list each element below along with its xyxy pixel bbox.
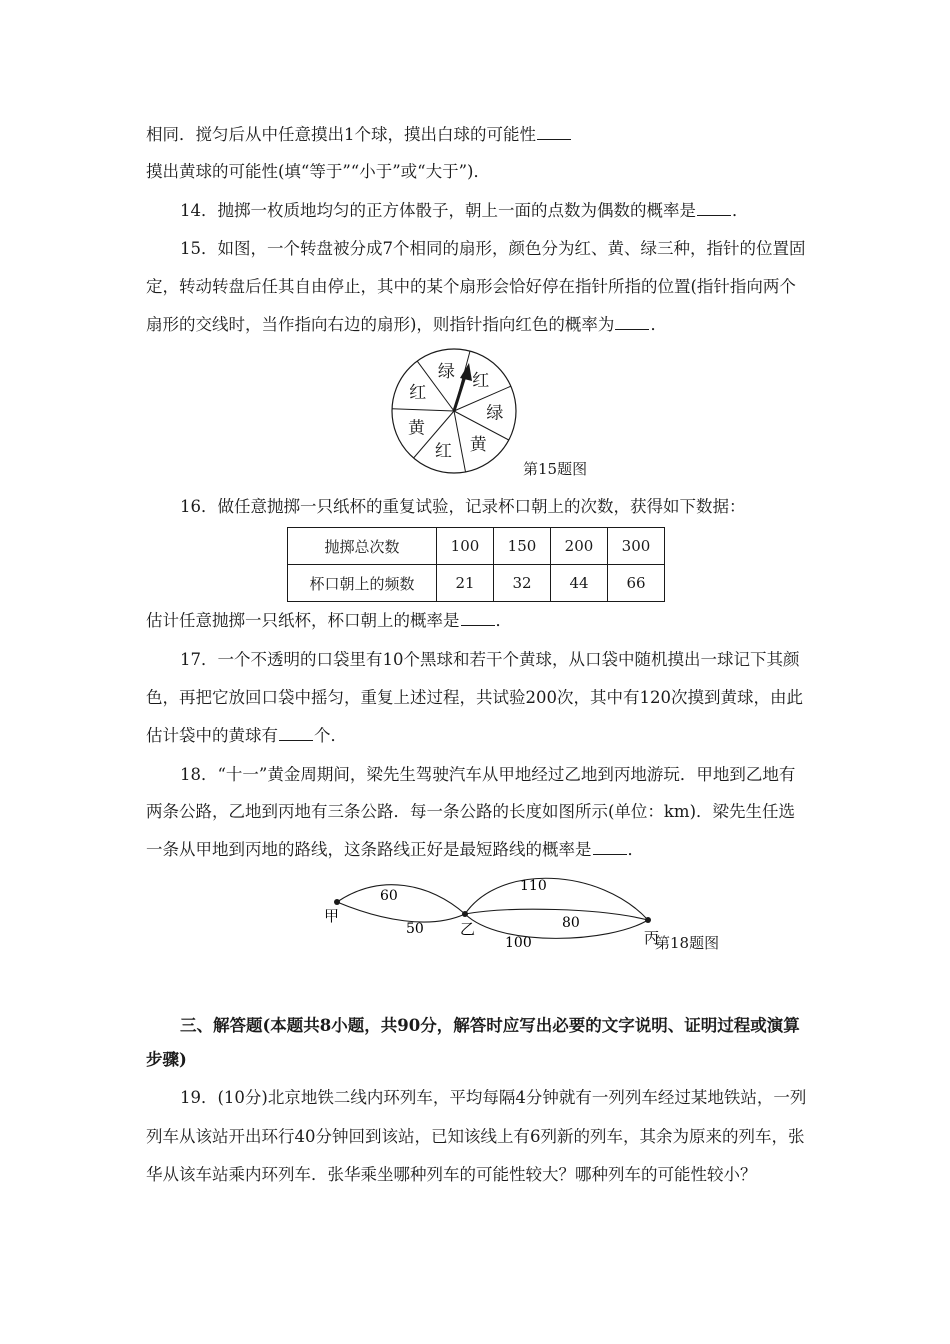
road-label: 50	[406, 921, 424, 937]
q19-line3: 华从该车站乘内环列车．张华乘坐哪种列车的可能性较大？哪种列车的可能性较小？	[146, 1165, 757, 1184]
road-100	[465, 914, 648, 938]
table-row	[288, 565, 665, 602]
label-jia: 甲	[324, 907, 340, 925]
table-row	[288, 528, 665, 565]
table-cell: 66	[608, 565, 665, 602]
table-cell: 150	[494, 528, 551, 565]
road-label: 60	[380, 888, 398, 904]
spinner-figure	[390, 345, 530, 485]
answer-blank	[461, 611, 495, 626]
answer-blank	[279, 726, 313, 741]
sector-label: 黄	[408, 418, 425, 439]
frequency-table	[287, 527, 665, 602]
q17-line2: 色，再把它放回口袋中摇匀，重复上述过程，共试验200次，其中有120次摸到黄球，由此	[146, 688, 803, 707]
point-jia	[334, 899, 340, 905]
road-label: 80	[562, 915, 580, 931]
road-80	[465, 909, 648, 920]
road-50	[337, 902, 465, 922]
point-bing	[645, 917, 651, 923]
table-cell: 200	[551, 528, 608, 565]
table-header-cell: 抛掷总次数	[288, 528, 437, 565]
spinner-spoke	[454, 411, 466, 472]
point-yi	[462, 911, 468, 917]
q19-line2: 列车从该站开出环行40分钟回到该站，已知该线上有6列新的列车，其余为原来的列车，张	[146, 1127, 805, 1146]
road-label: 100	[505, 935, 532, 951]
label-yi: 乙	[460, 920, 476, 938]
road-label: 110	[520, 878, 547, 894]
q18-line3: 一条从甲地到丙地的路线，这条路线正好是最短路线的概率是 ．	[146, 840, 644, 859]
q13-line1: 相同．搅匀后从中任意摸出1个球，摸出白球的可能性	[146, 124, 572, 146]
answer-blank	[537, 125, 571, 140]
table-header-cell: 杯口朝上的频数	[288, 565, 437, 602]
q16-question: 估计任意抛掷一只纸杯，杯口朝上的概率是 ．	[146, 611, 512, 630]
road-110	[465, 878, 648, 920]
sector-label: 红	[434, 441, 452, 462]
q15-line1: 15．如图，一个转盘被分成7个相同的扇形，颜色分为红、黄、绿三种，指针的位置固	[180, 239, 806, 258]
label-bing: 丙	[644, 929, 660, 947]
q15-line3: 扇形的交线时，当作指向右边的扇形)，则指针指向红色的概率为 ．	[146, 315, 667, 334]
sector-label: 黄	[469, 434, 487, 455]
table-cell: 32	[494, 565, 551, 602]
table-cell: 300	[608, 528, 665, 565]
q16-intro: 16．做任意抛掷一只纸杯的重复试验，记录杯口朝上的次数，获得如下数据：	[180, 497, 746, 516]
answer-blank	[697, 201, 731, 216]
q13-line2: 摸出黄球的可能性(填“等于”“小于”或“大于”)．	[146, 162, 490, 181]
table-cell: 21	[437, 565, 494, 602]
sector-label: 红	[472, 371, 490, 391]
q17-line1: 17．一个不透明的口袋里有10个黑球和若干个黄球，从口袋中随机摸出一球记下其颜	[180, 650, 800, 669]
table-cell: 44	[551, 565, 608, 602]
q18-line2: 两条公路，乙地到丙地有三条公路．每一条公路的长度如图所示(单位：km)．梁先生任选	[146, 802, 796, 821]
answer-blank	[593, 840, 627, 855]
figure-15-caption: 第15题图	[523, 460, 588, 478]
sector-label: 红	[409, 382, 427, 403]
figure-18-caption: 第18题图	[655, 934, 720, 952]
q15-line2: 定，转动转盘后任其自由停止，其中的某个扇形会恰好停在指针所指的位置(指针指向两个	[146, 277, 796, 296]
q17-line3: 估计袋中的黄球有 个．	[146, 726, 347, 745]
sector-label: 绿	[437, 361, 455, 382]
spinner-spoke	[392, 409, 454, 411]
table-cell: 100	[437, 528, 494, 565]
section-heading: 三、解答题(本题共8小题，共90分，解答时应写出必要的文字说明、证明过程或演算	[180, 1016, 800, 1035]
sector-label: 绿	[486, 403, 504, 424]
q14-text: 14．抛掷一枚质地均匀的正方体骰子，朝上一面的点数为偶数的概率是 ．	[180, 201, 749, 220]
answer-blank	[615, 315, 649, 330]
q19-line1: 19．(10分)北京地铁二线内环列车，平均每隔4分钟就有一列列车经过某地铁站，一列	[180, 1088, 807, 1107]
q18-line1: 18．“十一”黄金周期间，梁先生驾驶汽车从甲地经过乙地到丙地游玩．甲地到乙地有	[180, 765, 796, 784]
section-heading-cont: 步骤)	[146, 1050, 187, 1069]
